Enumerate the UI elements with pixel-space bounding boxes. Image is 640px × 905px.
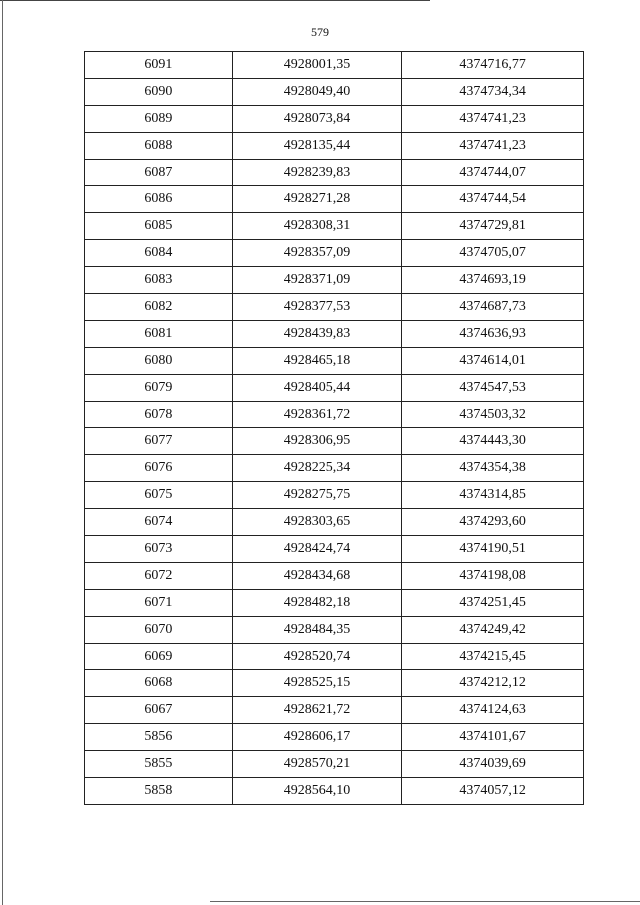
point-number-cell: 6079 [85, 374, 233, 401]
table-row [85, 778, 584, 805]
table-row [85, 78, 584, 105]
point-number-cell: 6070 [85, 616, 233, 643]
point-number-cell: 6076 [85, 455, 233, 482]
table-row [85, 751, 584, 778]
table-row [85, 509, 584, 536]
x-coordinate-cell: 4928484,35 [232, 616, 402, 643]
y-coordinate-cell: 4374354,38 [402, 455, 584, 482]
x-coordinate-cell: 4928239,83 [232, 159, 402, 186]
table-row [85, 294, 584, 321]
y-coordinate-cell: 4374636,93 [402, 320, 584, 347]
table-row [85, 159, 584, 186]
point-number-cell: 6067 [85, 697, 233, 724]
y-coordinate-cell: 4374198,08 [402, 562, 584, 589]
x-coordinate-cell: 4928520,74 [232, 643, 402, 670]
point-number-cell: 6072 [85, 562, 233, 589]
y-coordinate-cell: 4374744,54 [402, 186, 584, 213]
x-coordinate-cell: 4928225,34 [232, 455, 402, 482]
x-coordinate-cell: 4928073,84 [232, 105, 402, 132]
point-number-cell: 6090 [85, 78, 233, 105]
point-number-cell: 6087 [85, 159, 233, 186]
x-coordinate-cell: 4928424,74 [232, 536, 402, 563]
y-coordinate-cell: 4374741,23 [402, 105, 584, 132]
y-coordinate-cell: 4374687,73 [402, 294, 584, 321]
point-number-cell: 6089 [85, 105, 233, 132]
x-coordinate-cell: 4928001,35 [232, 52, 402, 79]
table-row [85, 455, 584, 482]
x-coordinate-cell: 4928621,72 [232, 697, 402, 724]
point-number-cell: 5856 [85, 724, 233, 751]
y-coordinate-cell: 4374734,34 [402, 78, 584, 105]
point-number-cell: 6081 [85, 320, 233, 347]
x-coordinate-cell: 4928306,95 [232, 428, 402, 455]
x-coordinate-cell: 4928525,15 [232, 670, 402, 697]
table-row [85, 670, 584, 697]
point-number-cell: 6091 [85, 52, 233, 79]
x-coordinate-cell: 4928405,44 [232, 374, 402, 401]
y-coordinate-cell: 4374693,19 [402, 267, 584, 294]
y-coordinate-cell: 4374741,23 [402, 132, 584, 159]
point-number-cell: 5855 [85, 751, 233, 778]
y-coordinate-cell: 4374314,85 [402, 482, 584, 509]
x-coordinate-cell: 4928482,18 [232, 589, 402, 616]
x-coordinate-cell: 4928434,68 [232, 562, 402, 589]
y-coordinate-cell: 4374729,81 [402, 213, 584, 240]
x-coordinate-cell: 4928271,28 [232, 186, 402, 213]
x-coordinate-cell: 4928377,53 [232, 294, 402, 321]
table-row [85, 267, 584, 294]
y-coordinate-cell: 4374251,45 [402, 589, 584, 616]
point-number-cell: 6080 [85, 347, 233, 374]
table-row [85, 347, 584, 374]
point-number-cell: 6073 [85, 536, 233, 563]
x-coordinate-cell: 4928049,40 [232, 78, 402, 105]
page-number: 579 [311, 25, 329, 39]
x-coordinate-cell: 4928570,21 [232, 751, 402, 778]
point-number-cell: 6084 [85, 240, 233, 267]
point-number-cell: 6088 [85, 132, 233, 159]
coordinates-table-body [85, 52, 584, 805]
point-number-cell: 6085 [85, 213, 233, 240]
x-coordinate-cell: 4928465,18 [232, 347, 402, 374]
scan-border-top [0, 0, 430, 1]
point-number-cell: 6074 [85, 509, 233, 536]
y-coordinate-cell: 4374101,67 [402, 724, 584, 751]
table-row [85, 536, 584, 563]
y-coordinate-cell: 4374614,01 [402, 347, 584, 374]
table-row [85, 589, 584, 616]
point-number-cell: 6083 [85, 267, 233, 294]
scan-border-left [2, 0, 3, 905]
x-coordinate-cell: 4928303,65 [232, 509, 402, 536]
y-coordinate-cell: 4374212,12 [402, 670, 584, 697]
table-row [85, 724, 584, 751]
table-row [85, 213, 584, 240]
y-coordinate-cell: 4374744,07 [402, 159, 584, 186]
y-coordinate-cell: 4374215,45 [402, 643, 584, 670]
table-row [85, 105, 584, 132]
point-number-cell: 6077 [85, 428, 233, 455]
point-number-cell: 6068 [85, 670, 233, 697]
table-row [85, 643, 584, 670]
y-coordinate-cell: 4374039,69 [402, 751, 584, 778]
table-row [85, 374, 584, 401]
table-row [85, 401, 584, 428]
y-coordinate-cell: 4374057,12 [402, 778, 584, 805]
point-number-cell: 6075 [85, 482, 233, 509]
point-number-cell: 6069 [85, 643, 233, 670]
point-number-cell: 5858 [85, 778, 233, 805]
y-coordinate-cell: 4374190,51 [402, 536, 584, 563]
point-number-cell: 6071 [85, 589, 233, 616]
table-row [85, 320, 584, 347]
table-row [85, 697, 584, 724]
y-coordinate-cell: 4374249,42 [402, 616, 584, 643]
x-coordinate-cell: 4928135,44 [232, 132, 402, 159]
table-row [85, 562, 584, 589]
point-number-cell: 6086 [85, 186, 233, 213]
coordinates-table [84, 51, 584, 805]
y-coordinate-cell: 4374547,53 [402, 374, 584, 401]
y-coordinate-cell: 4374124,63 [402, 697, 584, 724]
x-coordinate-cell: 4928308,31 [232, 213, 402, 240]
x-coordinate-cell: 4928275,75 [232, 482, 402, 509]
table-row [85, 132, 584, 159]
table-row [85, 482, 584, 509]
x-coordinate-cell: 4928357,09 [232, 240, 402, 267]
table-row [85, 186, 584, 213]
x-coordinate-cell: 4928439,83 [232, 320, 402, 347]
table-row [85, 616, 584, 643]
table-row [85, 428, 584, 455]
point-number-cell: 6078 [85, 401, 233, 428]
x-coordinate-cell: 4928564,10 [232, 778, 402, 805]
point-number-cell: 6082 [85, 294, 233, 321]
x-coordinate-cell: 4928371,09 [232, 267, 402, 294]
y-coordinate-cell: 4374716,77 [402, 52, 584, 79]
y-coordinate-cell: 4374293,60 [402, 509, 584, 536]
y-coordinate-cell: 4374705,07 [402, 240, 584, 267]
x-coordinate-cell: 4928361,72 [232, 401, 402, 428]
x-coordinate-cell: 4928606,17 [232, 724, 402, 751]
table-row [85, 52, 584, 79]
y-coordinate-cell: 4374443,30 [402, 428, 584, 455]
scan-border-bottom [210, 901, 640, 902]
y-coordinate-cell: 4374503,32 [402, 401, 584, 428]
table-row [85, 240, 584, 267]
